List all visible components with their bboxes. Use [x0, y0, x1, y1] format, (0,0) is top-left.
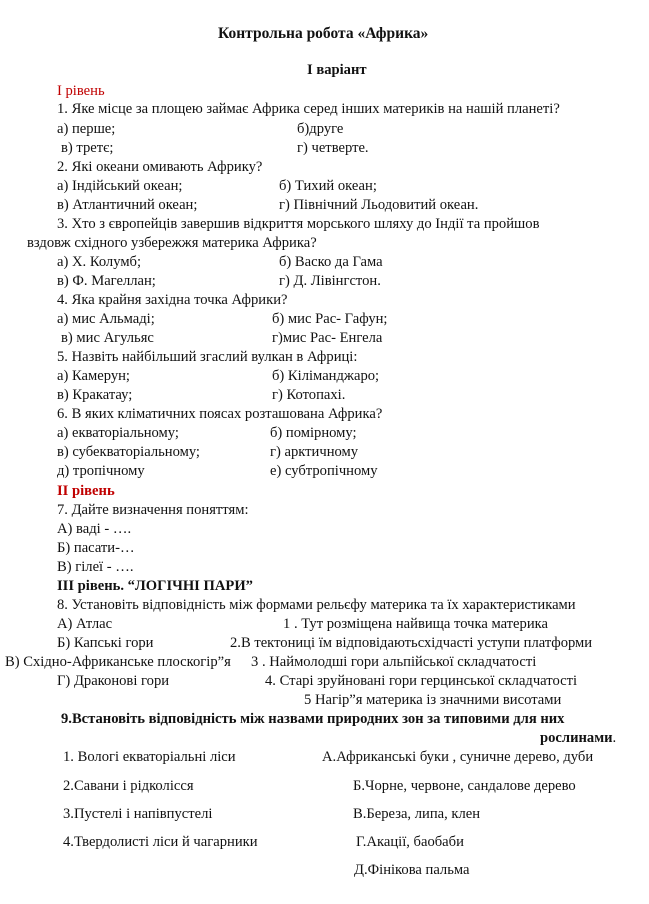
q8-right-2: 2.В тектониці їм відповідаютьсхідчасті уступи платформи — [230, 635, 593, 651]
q8-left-d: Г) Драконові гори — [57, 673, 170, 689]
q2-option-c: в) Атлантичний океан; — [57, 197, 198, 213]
question-8: 8. Установіть відповідність між формами рельєфу материка та їх характеристиками — [57, 597, 576, 613]
question-9-line2-text: рослинами — [540, 730, 613, 746]
q5-option-b: б) Кіліманджаро; — [272, 368, 380, 384]
question-5: 5. Назвіть найбільший згаслий вулкан в Африці: — [57, 349, 358, 365]
q6-option-a: а) екваторіальному; — [57, 425, 179, 441]
q4-option-d: г)мис Рас- Енгела — [272, 330, 383, 346]
q6-option-b: б) помірному; — [270, 425, 357, 441]
q9-zone-4: 4.Твердолисті ліси й чагарники — [63, 834, 258, 850]
q5-option-d: г) Котопахі. — [272, 387, 346, 403]
q6-option-f: е) субтропічному — [270, 463, 378, 479]
q8-right-1: 1 . Тут розміщена найвища точка материка — [283, 616, 548, 632]
q9-plant-a: А.Африканські буки , суничне дерево, дуби — [322, 749, 594, 765]
q3-option-c: в) Ф. Магеллан; — [57, 273, 156, 289]
q4-option-b: б) мис Рас- Гафун; — [272, 311, 388, 327]
q8-right-3: 3 . Наймолодші гори альпійської складчатості — [251, 654, 537, 670]
q8-left-c: В) Східно-Африканське плоскогір”я — [5, 654, 231, 670]
q1-option-b: б)друге — [297, 121, 344, 137]
q8-left-a: А) Атлас — [57, 616, 113, 632]
question-6: 6. В яких кліматичних поясах розташована Африка? — [57, 406, 383, 422]
q1-option-c: в) третє; — [61, 140, 114, 156]
q4-option-c: в) мис Агульяс — [61, 330, 154, 346]
question-4: 4. Яка крайня західна точка Африки? — [57, 292, 288, 308]
question-1: 1. Яке місце за площею займає Африка серед інших материків на нашій планеті? — [57, 101, 560, 117]
q4-option-a: а) мис Альмаді; — [57, 311, 155, 327]
level1-heading: І рівень — [57, 83, 105, 99]
q9-zone-1: 1. Вологі екваторіальні ліси — [63, 749, 236, 765]
question-7: 7. Дайте визначення поняттям: — [57, 502, 249, 518]
q2-option-d: г) Північний Льодовитий океан. — [279, 197, 479, 213]
q6-option-c: в) субекваторіальному; — [57, 444, 200, 460]
q9-zone-3: 3.Пустелі і напівпустелі — [63, 806, 213, 822]
q2-option-b: б) Тихий океан; — [279, 178, 377, 194]
q1-option-a: а) перше; — [57, 121, 116, 137]
q7-item-c: В) гілеї - …. — [57, 559, 134, 575]
q7-item-b: Б) пасати-… — [57, 540, 135, 556]
variant-heading: І варіант — [307, 62, 367, 78]
q9-plant-b: Б.Чорне, червоне, сандалове дерево — [353, 778, 576, 794]
q2-option-a: а) Індійський океан; — [57, 178, 183, 194]
question-3-line1: 3. Хто з європейців завершив відкриття морського шляху до Індії та пройшов — [57, 216, 540, 232]
q9-plant-e: Д.Фінікова пальма — [354, 862, 470, 878]
q8-right-4: 4. Старі зруйновані гори герцинської складчатості — [265, 673, 578, 689]
level2-heading: ІІ рівень — [57, 483, 115, 499]
q8-left-b: Б) Капські гори — [57, 635, 154, 651]
q3-option-b: б) Васко да Гама — [279, 254, 383, 270]
q1-option-d: г) четверте. — [297, 140, 369, 156]
q5-option-a: а) Камерун; — [57, 368, 130, 384]
question-2: 2. Які океани омивають Африку? — [57, 159, 263, 175]
q7-item-a: А) ваді - …. — [57, 521, 132, 537]
question-9-line2-end: . — [612, 730, 617, 746]
question-3-line2: вздовж східного узбережжя материка Африка? — [27, 235, 317, 251]
q9-plant-d: Г.Акації, баобаби — [356, 834, 464, 850]
q6-option-d: г) арктичному — [270, 444, 359, 460]
q8-right-5: 5 Нагір”я материка із значними висотами — [304, 692, 562, 708]
level3-heading: ІІІ рівень. “ЛОГІЧНІ ПАРИ” — [57, 578, 253, 594]
q6-option-e: д) тропічному — [57, 463, 145, 479]
q9-zone-2: 2.Савани і рідколісся — [63, 778, 194, 794]
q3-option-a: а) Х. Колумб; — [57, 254, 142, 270]
page-title: Контрольна робота «Африка» — [218, 25, 429, 42]
question-9-line2 — [540, 729, 616, 747]
q9-plant-c: В.Береза, липа, клен — [353, 806, 481, 822]
q5-option-c: в) Кракатау; — [57, 387, 133, 403]
question-9-line1: 9.Встановіть відповідність між назвами природних зон за типовими для них — [61, 711, 565, 727]
q3-option-d: г) Д. Лівінгстон. — [279, 273, 381, 289]
